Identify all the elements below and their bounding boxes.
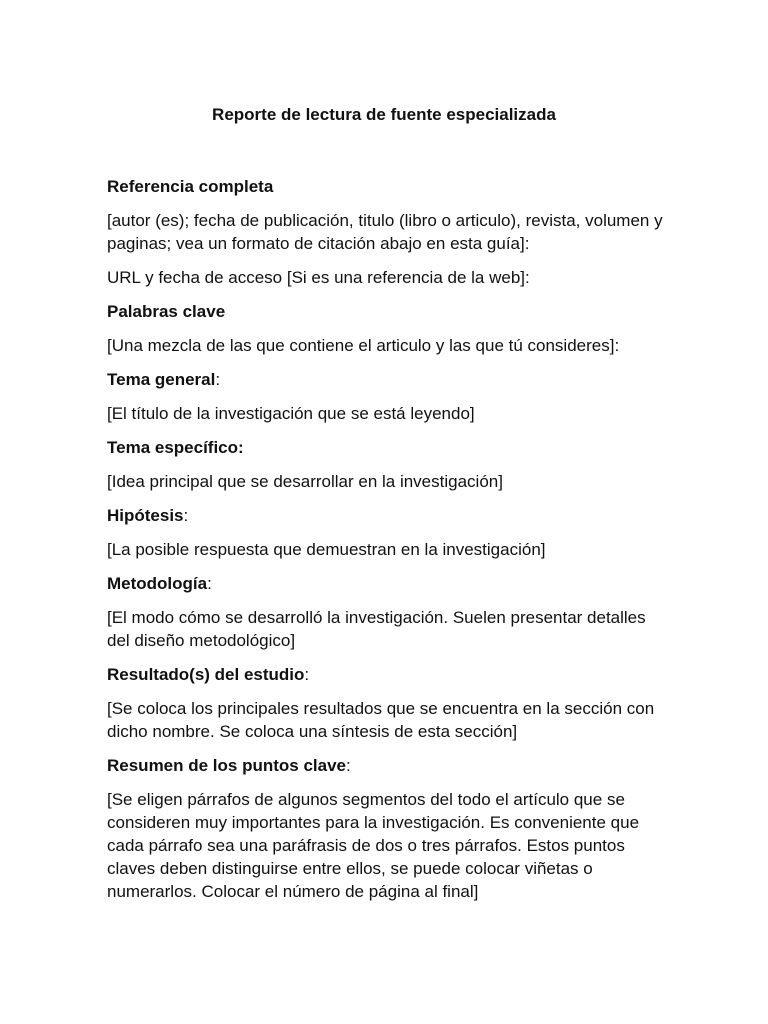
section-paragraph-resumen: [Se eligen párrafos de algunos segmentos del todo el artículo que se consideren muy importantes para la investigación. Es conveniente que cada párrafo sea una paráfrasis de dos o tres párrafos. Estos puntos claves deben distinguirse entre ellos, se puede colocar viñetas o numerarlos. Colocar el número de página al final]	[107, 790, 640, 901]
section-heading-tema-especifico: Tema específico:	[107, 438, 244, 457]
section-heading-resumen: Resumen de los puntos clave:	[107, 756, 351, 775]
section-paragraph-url: URL y fecha de acceso [Si es una referencia de la web]:	[107, 268, 530, 287]
document-title: Reporte de lectura de fuente especializada	[212, 105, 556, 124]
section-heading-referencia: Referencia completa	[107, 177, 274, 196]
section-paragraph-tema-especifico: [Idea principal que se desarrollar en la investigación]	[107, 472, 503, 491]
section-heading-hipotesis: Hipótesis:	[107, 506, 189, 525]
section-paragraph-tema-general: [El título de la investigación que se está leyendo]	[107, 404, 475, 423]
section-heading-tema-general: Tema general:	[107, 370, 221, 389]
section-paragraph-metodologia: [El modo cómo se desarrolló la investigación. Suelen presentar detalles del diseño metodológico]	[107, 608, 646, 650]
section-paragraph-referencia: [autor (es); fecha de publicación, titulo (libro o articulo), revista, volumen y paginas; vea un formato de citación abajo en esta guía]:	[107, 211, 663, 253]
document-body	[107, 175, 667, 914]
section-paragraph-palabras-clave: [Una mezcla de las que contiene el articulo y las que tú consideres]:	[107, 336, 620, 355]
section-heading-resultados: Resultado(s) del estudio:	[107, 665, 310, 684]
section-paragraph-hipotesis: [La posible respuesta que demuestran en la investigación]	[107, 540, 546, 559]
section-heading-palabras-clave: Palabras clave	[107, 302, 226, 321]
section-paragraph-resultados: [Se coloca los principales resultados que se encuentra en la sección con dicho nombre. Se coloca una síntesis de esta sección]	[107, 699, 655, 741]
section-heading-metodologia: Metodología:	[107, 574, 212, 593]
